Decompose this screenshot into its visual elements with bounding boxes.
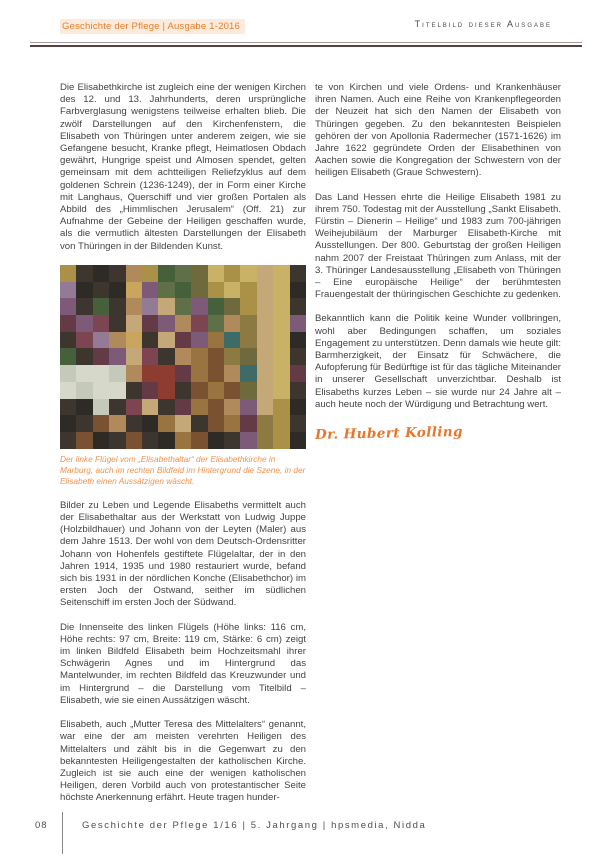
mosaic-cell	[257, 282, 273, 299]
mosaic-cell	[240, 315, 256, 332]
mosaic-cell	[290, 298, 306, 315]
mosaic-cell	[158, 298, 174, 315]
mosaic-cell	[109, 298, 125, 315]
issue-label: Geschichte der Pflege | Ausgabe 1-2016	[60, 19, 245, 34]
mosaic-cell	[273, 399, 289, 416]
mosaic-cell	[76, 415, 92, 432]
mosaic-cell	[175, 415, 191, 432]
mosaic-cell	[109, 432, 125, 449]
mosaic-cell	[208, 348, 224, 365]
mosaic-cell	[273, 265, 289, 282]
mosaic-cell	[93, 348, 109, 365]
mosaic-cell	[158, 365, 174, 382]
mosaic-cell	[208, 382, 224, 399]
mosaic-cell	[93, 399, 109, 416]
mosaic-cell	[191, 265, 207, 282]
mosaic-cell	[257, 298, 273, 315]
mosaic-cell	[158, 315, 174, 332]
mosaic-cell	[109, 265, 125, 282]
mosaic-cell	[224, 282, 240, 299]
mosaic-cell	[126, 365, 142, 382]
mosaic-cell	[142, 282, 158, 299]
mosaic-cell	[257, 315, 273, 332]
mosaic-cell	[257, 399, 273, 416]
mosaic-cell	[290, 348, 306, 365]
mosaic-cell	[208, 298, 224, 315]
mosaic-cell	[93, 315, 109, 332]
mosaic-cell	[224, 382, 240, 399]
mosaic-cell	[158, 399, 174, 416]
mosaic-cell	[109, 315, 125, 332]
mosaic-cell	[142, 365, 158, 382]
mosaic-cell	[60, 348, 76, 365]
body-paragraph: Bekanntlich kann die Politik keine Wunder vollbringen, wohl aber Bedingungen schaffen, um soziales Engagement zu unterstützen. Denn damals wie heute gilt: Barmherzigkeit, der Einsatz für Schwächere, die Aufopferung für Bedürftige ist für das tägliche Miteinander in unserer Gesellschaft unverzichtbar. Deshalb ist Elisabeths kurzes Leben – sie wurde nur 24 Jahre alt – auch heute noch der Würdigung und Betrachtung wert.	[315, 313, 561, 410]
mosaic-cell	[208, 282, 224, 299]
mosaic-cell	[257, 382, 273, 399]
mosaic-cell	[191, 382, 207, 399]
mosaic-cell	[60, 382, 76, 399]
mosaic-cell	[126, 265, 142, 282]
altar-painting-image	[60, 265, 306, 449]
mosaic-cell	[142, 348, 158, 365]
mosaic-cell	[290, 382, 306, 399]
paragraph-group	[60, 500, 306, 805]
mosaic-cell	[240, 415, 256, 432]
mosaic-cell	[93, 298, 109, 315]
mosaic-cell	[76, 332, 92, 349]
mosaic-cell	[93, 382, 109, 399]
mosaic-cell	[142, 415, 158, 432]
mosaic-cell	[175, 315, 191, 332]
section-title-label: Titelbild dieser Ausgabe	[414, 19, 552, 29]
mosaic-cell	[208, 315, 224, 332]
mosaic-cell	[224, 298, 240, 315]
left-column	[60, 82, 306, 817]
mosaic-cell	[76, 315, 92, 332]
mosaic-cell	[158, 432, 174, 449]
mosaic-cell	[191, 432, 207, 449]
mosaic-cell	[240, 298, 256, 315]
mosaic-cell	[126, 332, 142, 349]
mosaic-cell	[60, 432, 76, 449]
mosaic-cell	[126, 432, 142, 449]
body-paragraph: Das Land Hessen ehrte die Heilige Elisabeth 1981 zu ihrem 750. Todestag mit der Ausstellung „Sankt Elisabeth. Fürstin – Dienerin – Heilige“ und 1983 zum 700-jährigen Weihejubiläum der Marburger Elisabeth-Kirche mit Ausstellungen. Der 800. Geburtstag der großen Heiligen nahm 2007 der Freistaat Thüringen zum Anlass, mit der 3. Thüringer Landesausstellung „Elisabeth von Thüringen – Eine europäische Heilige“ der berühmtesten Frauengestalt der thüringischen Geschichte zu gedenken.	[315, 191, 561, 301]
mosaic-cell	[175, 348, 191, 365]
mosaic-cell	[240, 348, 256, 365]
mosaic-cell	[240, 365, 256, 382]
mosaic-cell	[240, 265, 256, 282]
mosaic-cell	[60, 415, 76, 432]
mosaic-cell	[175, 432, 191, 449]
mosaic-cell	[224, 365, 240, 382]
mosaic-cell	[208, 415, 224, 432]
mosaic-cell	[175, 298, 191, 315]
mosaic-cell	[224, 415, 240, 432]
mosaic-cell	[290, 365, 306, 382]
mosaic-cell	[60, 365, 76, 382]
mosaic-cell	[290, 265, 306, 282]
mosaic-cell	[76, 265, 92, 282]
mosaic-cell	[142, 315, 158, 332]
mosaic-cell	[93, 332, 109, 349]
mosaic-cell	[175, 399, 191, 416]
mosaic-cell	[142, 298, 158, 315]
mosaic-cell	[60, 399, 76, 416]
mosaic-cell	[208, 432, 224, 449]
article-body	[60, 82, 562, 817]
mosaic-cell	[224, 265, 240, 282]
mosaic-cell	[208, 399, 224, 416]
mosaic-cell	[257, 365, 273, 382]
mosaic-cell	[60, 332, 76, 349]
mosaic-cell	[109, 365, 125, 382]
journal-info-line: Geschichte der Pflege 1/16 | 5. Jahrgang | hpsmedia, Nidda	[82, 820, 427, 831]
mosaic-cell	[126, 315, 142, 332]
mosaic-cell	[60, 282, 76, 299]
mosaic-cell	[191, 415, 207, 432]
mosaic-cell	[273, 365, 289, 382]
mosaic-cell	[290, 332, 306, 349]
mosaic-cell	[109, 382, 125, 399]
header-rule	[30, 42, 582, 47]
mosaic-cell	[158, 265, 174, 282]
mosaic-cell	[290, 432, 306, 449]
mosaic-cell	[109, 348, 125, 365]
mosaic-cell	[126, 298, 142, 315]
mosaic-cell	[93, 415, 109, 432]
author-signature: Dr. Hubert Kolling	[314, 423, 464, 444]
mosaic-cell	[273, 348, 289, 365]
mosaic-cell	[273, 332, 289, 349]
mosaic-cell	[224, 432, 240, 449]
mosaic-cell	[158, 282, 174, 299]
mosaic-cell	[224, 332, 240, 349]
mosaic-cell	[240, 432, 256, 449]
mosaic-cell	[240, 282, 256, 299]
mosaic-cell	[126, 382, 142, 399]
mosaic-cell	[126, 399, 142, 416]
mosaic-cell	[290, 315, 306, 332]
mosaic-cell	[158, 332, 174, 349]
body-paragraph: Bilder zu Leben und Legende Elisabeths vermittelt auch der Elisabethaltar aus der Werkstatt von Ludwig Juppe (Holzbildhauer) und Johann von der Leyten (Maler) aus dem Jahre 1513. Der wohl von dem Deutsch-Ordensritter Johann von Hohenfels gestiftete Flügelaltar, der in den Jahren 1914, 1935 und 1980 restauriert wurde, befand sich bis 1931 in der nördlichen Konche (Elisabethchor) im ersten Joch der Ostwand, seither im südlichen Seitenschiff im ersten Joch der Südwand.	[60, 499, 306, 609]
mosaic-cell	[142, 399, 158, 416]
mosaic-cell	[60, 298, 76, 315]
mosaic-cell	[191, 332, 207, 349]
mosaic-cell	[76, 348, 92, 365]
body-paragraph: Die Elisabethkirche ist zugleich eine der wenigen Kirchen des 12. und 13. Jahrhunderts, deren ursprüngliche Farbverglasung wenigstens teilweise erhalten blieb. Die zwölf Darstellungen auf den Kirchenfenstern, die Elisabeth von Thüringen unter anderem zeigen, wie sie Gefangene besucht, Kranke pflegt, Heimatlosen Obdach gewährt, Hungrige speist und Almosen spendet, gelten gemeinsam mit dem achtteiligen Reliefzyklus auf dem goldenen Schrein (1236-1249), der in Form einer Kirche mit Langhaus, Querschiff und vier großen Portalen als Abbild des „Himmlischen Jerusalem“ (Off. 21) zur Aufnahme der Gebeine der Heiligen geschaffen wurde, als die vermutlich ältesten Darstellungen der Elisabeth von Thüringen in der Bildenden Kunst.	[60, 82, 306, 252]
mosaic-cell	[175, 282, 191, 299]
page-footer	[30, 812, 582, 854]
mosaic-cell	[175, 382, 191, 399]
mosaic-cell	[273, 282, 289, 299]
mosaic-cell	[109, 332, 125, 349]
body-paragraph: te von Kirchen und viele Ordens- und Krankenhäuser ihren Namen. Auch eine Reihe von Krankenpflegeorden der Neuzeit hat sich den Namen der Elisabeth von Thüringen gegeben. Zu den bekanntesten Beispielen gehören der von Apollonia Radermecher (1571-1626) im Jahre 1622 gegründete Orden der Elisabethinen von Aachen sowie die Kongregation der Schwestern von der heiligen Elisabeth (Graue Schwestern).	[315, 82, 561, 179]
mosaic-cell	[191, 365, 207, 382]
footer-divider	[62, 812, 63, 854]
mosaic-cell	[240, 382, 256, 399]
mosaic-cell	[224, 399, 240, 416]
mosaic-cell	[60, 315, 76, 332]
mosaic-cell	[76, 365, 92, 382]
mosaic-cell	[257, 265, 273, 282]
mosaic-cell	[273, 432, 289, 449]
mosaic-cell	[273, 298, 289, 315]
mosaic-cell	[191, 282, 207, 299]
page-number: 08	[35, 820, 48, 831]
mosaic-cell	[142, 432, 158, 449]
mosaic-cell	[93, 265, 109, 282]
mosaic-cell	[240, 399, 256, 416]
mosaic-cell	[273, 415, 289, 432]
mosaic-cell	[224, 348, 240, 365]
mosaic-cell	[142, 382, 158, 399]
mosaic-cell	[273, 315, 289, 332]
mosaic-cell	[76, 298, 92, 315]
mosaic-cell	[93, 282, 109, 299]
mosaic-cell	[93, 432, 109, 449]
mosaic-cell	[158, 348, 174, 365]
mosaic-cell	[290, 282, 306, 299]
mosaic-cell	[257, 432, 273, 449]
right-column	[315, 82, 561, 817]
mosaic-cell	[191, 298, 207, 315]
mosaic-cell	[158, 382, 174, 399]
mosaic-cell	[76, 432, 92, 449]
mosaic-cell	[208, 365, 224, 382]
mosaic-cell	[109, 282, 125, 299]
paragraph-group	[60, 82, 306, 253]
mosaic-cell	[290, 415, 306, 432]
mosaic-cell	[76, 399, 92, 416]
mosaic-cell	[273, 382, 289, 399]
mosaic-cell	[191, 348, 207, 365]
mosaic-cell	[60, 265, 76, 282]
mosaic-cell	[208, 265, 224, 282]
mosaic-cell	[175, 265, 191, 282]
mosaic-cell	[93, 365, 109, 382]
paragraph-group	[315, 82, 561, 411]
mosaic-cell	[158, 415, 174, 432]
body-paragraph: Die Innenseite des linken Flügels (Höhe links: 116 cm, Höhe rechts: 97 cm, Breite: 119 cm, Stärke: 6 cm) zeigt im linken Bildfeld Elisabeth beim Hochzeitsmahl ihrer Schwägerin Agnes und im Hintergrund das Mantelwunder, im rechten Bildfeld das Kreuzwunder und im Hintergrund – die Darstellung vom Titelbild – Elisabeth, wie sie einen Aussätzigen wäscht.	[60, 621, 306, 706]
mosaic-cell	[76, 282, 92, 299]
mosaic-cell	[240, 332, 256, 349]
mosaic-cell	[126, 282, 142, 299]
mosaic-cell	[126, 348, 142, 365]
mosaic-cell	[257, 348, 273, 365]
mosaic-cell	[224, 315, 240, 332]
body-paragraph: Elisabeth, auch „Mutter Teresa des Mittelalters“ genannt, war eine der am meisten verehrten Heiligen des Mittelalters und zählt bis in die Gegenwart zu den bekanntesten Heiligengestalten der katholischen Kirche. Zugleich ist sie auch eine der wenigen katholischen Heiligen, deren Vorbild auch von protestantischer Seite höchste Anerkennung erfährt. Heute tragen hunder-	[60, 719, 306, 804]
mosaic-cell	[142, 332, 158, 349]
figure-caption: Der linke Flügel vom „Elisabethaltar“ der Elisabethkirche in Marburg, auch im rechten Bildfeld im Hintergrund die Szene, in der Elisabeth einen Aussätzigen wäscht.	[60, 453, 306, 486]
mosaic-cell	[175, 365, 191, 382]
mosaic-cell	[208, 332, 224, 349]
mosaic-cell	[257, 415, 273, 432]
mosaic-cell	[126, 415, 142, 432]
mosaic-cell	[109, 415, 125, 432]
page-header	[60, 16, 582, 38]
mosaic-cell	[290, 399, 306, 416]
mosaic-cell	[142, 265, 158, 282]
mosaic-cell	[76, 382, 92, 399]
mosaic-cell	[191, 315, 207, 332]
mosaic-cell	[109, 399, 125, 416]
mosaic-cell	[257, 332, 273, 349]
altar-figure	[60, 265, 306, 487]
mosaic-cell	[191, 399, 207, 416]
mosaic-cell	[175, 332, 191, 349]
